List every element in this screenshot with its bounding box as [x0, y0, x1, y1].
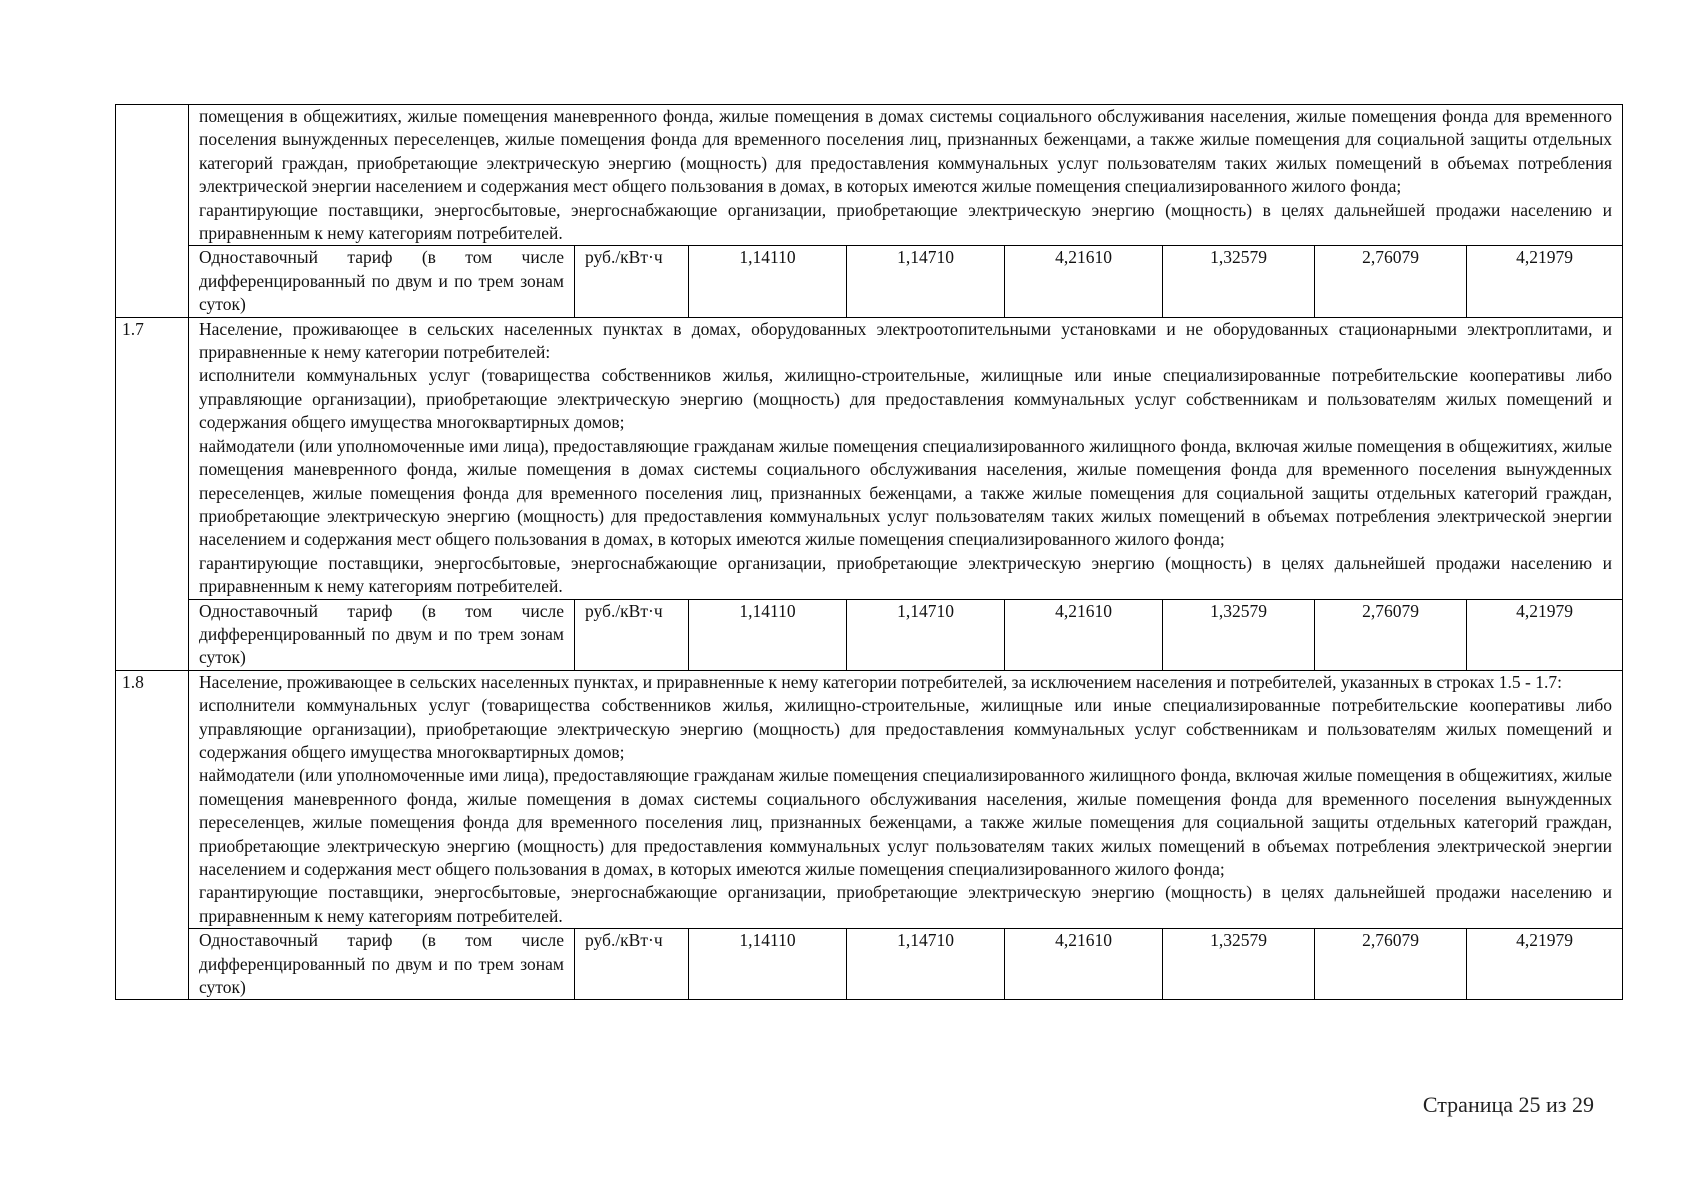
description-paragraph: Население, проживающее в сельских населенных пунктах в домах, оборудованных электроотопительными установками и не оборудованных стационарными электроплитами, и приравненные к нему категории потребителей: — [199, 318, 1612, 363]
tariff-value: 1,14710 — [847, 929, 1005, 1000]
tariff-value: 1,14110 — [689, 599, 847, 670]
description-paragraph: помещения в общежитиях, жилые помещения маневренного фонда, жилые помещения в домах системы социального обслуживания населения, жилые помещения фонда для временного поселения вынужденных переселенцев, жилые помещения фонда для временного поселения лиц, признанных беженцами, а также жилые помещения для социальной защиты отдельных категорий граждан, приобретающие электрическую энергию (мощность) для предоставления коммунальных услуг пользователям таких жилых помещений в объемах потребления электрической энергии населением и содержания мест общего пользования в домах, в которых имеются жилые помещения специализированного жилого фонда; — [199, 106, 1612, 197]
tariff-unit: руб./кВт·ч — [575, 599, 689, 670]
description-paragraph: наймодатели (или уполномоченные ими лица), предоставляющие гражданам жилые помещения специализированного жилищного фонда, включая жилые помещения в общежитиях, жилые помещения маневренного фонда, жилые помещения в домах системы социального обслуживания населения, жилые помещения фонда для временного поселения вынужденных переселенцев, жилые помещения фонда для временного поселения лиц, признанных беженцами, а также жилые помещения для социальной защиты отдельных категорий граждан, приобретающие электрическую энергию (мощность) для предоставления коммунальных услуг пользователям таких жилых помещений в объемах потребления электрической энергии населением и содержания мест общего пользования в домах, в которых имеются жилые помещения специализированного жилого фонда; — [199, 765, 1612, 879]
tariff-table — [115, 104, 1623, 1000]
tariff-value: 4,21979 — [1467, 599, 1623, 670]
tariff-row — [116, 929, 1623, 1000]
description-paragraph: гарантирующие поставщики, энергосбытовые, энергоснабжающие организации, приобретающие электрическую энергию (мощность) в целях дальнейшей продажи населению и приравненным к нему категориям потребителей. — [199, 882, 1612, 926]
description-paragraph: наймодатели (или уполномоченные ими лица), предоставляющие гражданам жилые помещения специализированного жилищного фонда, включая жилые помещения в общежитиях, жилые помещения маневренного фонда, жилые помещения в домах системы социального обслуживания населения, жилые помещения фонда для временного поселения вынужденных переселенцев, жилые помещения фонда для временного поселения лиц, признанных беженцами, а также жилые помещения для социальной защиты отдельных категорий граждан, приобретающие электрическую энергию (мощность) для предоставления коммунальных услуг пользователям таких жилых помещений в объемах потребления электрической энергии населением и содержания мест общего пользования в домах, в которых имеются жилые помещения специализированного жилого фонда; — [199, 435, 1612, 550]
consumer-category-description — [189, 105, 1623, 246]
tariff-value: 4,21610 — [1005, 246, 1163, 317]
group-description-row — [116, 105, 1623, 246]
tariff-value: 1,32579 — [1163, 929, 1315, 1000]
consumer-category-description — [189, 670, 1623, 928]
tariff-unit: руб./кВт·ч — [575, 246, 689, 317]
tariff-value: 1,14110 — [689, 929, 847, 1000]
row-number — [116, 105, 189, 318]
tariff-value: 1,14710 — [847, 246, 1005, 317]
description-paragraph: исполнители коммунальных услуг (товарищества собственников жилья, жилищно-строительные, жилищные или иные специализированные потребительские кооперативы либо управляющие организации), приобретающие электрическую энергию (мощность) для предоставления коммунальных услуг собственникам и пользователям жилых помещений и содержания общего имущества многоквартирных домов; — [199, 695, 1612, 762]
tariff-value: 1,32579 — [1163, 599, 1315, 670]
tariff-value: 4,21610 — [1005, 929, 1163, 1000]
table-body — [116, 105, 1623, 1000]
group-description-row — [116, 670, 1623, 928]
page-number: Страница 25 из 29 — [1422, 1092, 1594, 1117]
tariff-value: 2,76079 — [1315, 599, 1467, 670]
tariff-value: 1,14710 — [847, 599, 1005, 670]
group-description-row — [116, 317, 1623, 599]
tariff-value: 4,21979 — [1467, 246, 1623, 317]
tariff-value: 2,76079 — [1315, 246, 1467, 317]
tariff-name: Одноставочный тариф (в том числе дифференцированный по двум и по трем зонам суток) — [189, 929, 575, 1000]
tariff-row — [116, 599, 1623, 670]
description-paragraph: гарантирующие поставщики, энергосбытовые, энергоснабжающие организации, приобретающие электрическую энергию (мощность) в целях дальнейшей продажи населению и приравненным к нему категориям потребителей. — [199, 552, 1612, 597]
consumer-category-description — [189, 317, 1623, 599]
tariff-row — [116, 246, 1623, 317]
row-number: 1.7 — [116, 317, 189, 670]
description-paragraph: исполнители коммунальных услуг (товарищества собственников жилья, жилищно-строительные, жилищные или иные специализированные потребительские кооперативы либо управляющие организации), приобретающие электрическую энергию (мощность) для предоставления коммунальных услуг собственникам и пользователям жилых помещений и содержания общего имущества многоквартирных домов; — [199, 365, 1612, 433]
tariff-value: 1,32579 — [1163, 246, 1315, 317]
tariff-name: Одноставочный тариф (в том числе дифференцированный по двум и по трем зонам суток) — [189, 246, 575, 317]
description-paragraph: гарантирующие поставщики, энергосбытовые, энергоснабжающие организации, приобретающие электрическую энергию (мощность) в целях дальнейшей продажи населению и приравненным к нему категориям потребителей. — [199, 199, 1612, 244]
tariff-value: 4,21979 — [1467, 929, 1623, 1000]
row-number: 1.8 — [116, 670, 189, 1000]
tariff-value: 4,21610 — [1005, 599, 1163, 670]
tariff-name: Одноставочный тариф (в том числе дифференцированный по двум и по трем зонам суток) — [189, 599, 575, 670]
tariff-unit: руб./кВт·ч — [575, 929, 689, 1000]
description-paragraph: Население, проживающее в сельских населенных пунктах, и приравненные к нему категории потребителей, за исключением населения и потребителей, указанных в строках 1.5 - 1.7: — [199, 671, 1562, 692]
tariff-value: 1,14110 — [689, 246, 847, 317]
tariff-value: 2,76079 — [1315, 929, 1467, 1000]
